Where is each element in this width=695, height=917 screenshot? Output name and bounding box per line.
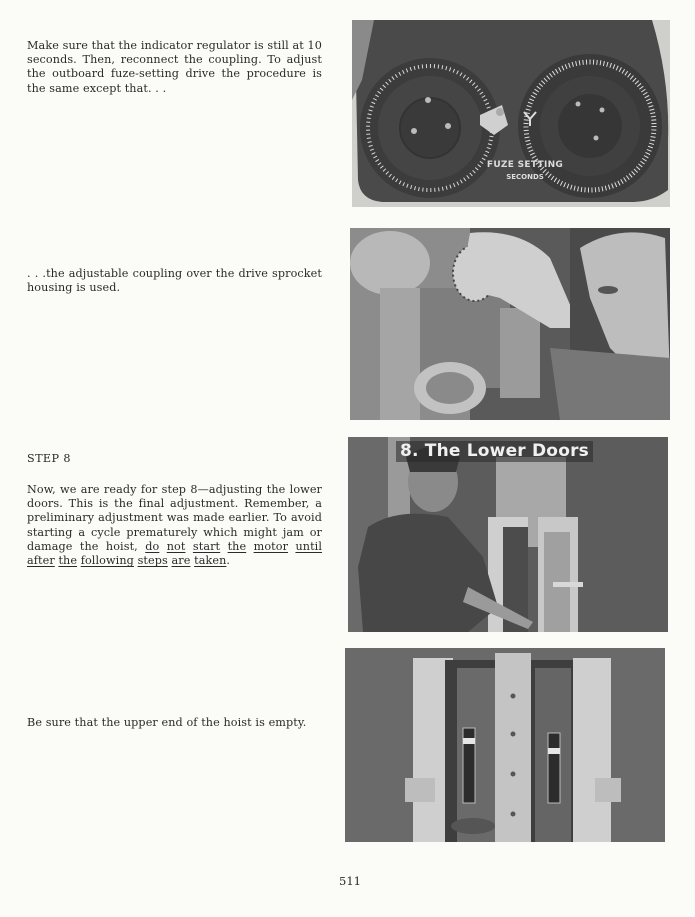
step-8-text: Now, we are ready for step 8—adjusting the lower doors. This is the final adjustment. Remember, a preliminary adjustment was made earlier. To avoid starting a cycle prematurely which might jam or damage the hoist,: [27, 483, 322, 553]
underline-word: until: [295, 539, 323, 553]
underline-word: motor: [253, 539, 289, 553]
paragraph-hoist-empty: Be sure that the upper end of the hoist is empty.: [27, 716, 307, 729]
underline-word: steps: [137, 554, 168, 568]
coupling-adjustment-illustration: [350, 228, 670, 420]
underline-word: the: [227, 539, 247, 553]
lower-doors-illustration: [348, 437, 668, 632]
underline-word: start: [192, 539, 221, 553]
paragraph-step-8: [27, 483, 322, 568]
step-heading: STEP 8: [27, 452, 71, 465]
underline-word: the: [58, 554, 78, 568]
paragraph-indicator-regulator: Make sure that the indicator regulator is still at 10 seconds. Then, reconnect the coupling. To adjust the outboard fuze-setting drive the procedure is the same except that. . .: [27, 39, 322, 95]
underline-word: following: [80, 554, 134, 568]
page-number: 511: [339, 874, 361, 888]
paragraph-adjustable-coupling: . . .the adjustable coupling over the drive sprocket housing is used.: [27, 267, 322, 295]
photo-lower-doors: [348, 437, 668, 632]
photo-adjusting-coupling: [350, 228, 670, 420]
underline-word: do: [145, 539, 160, 553]
seconds-label: SECONDS: [506, 173, 544, 181]
photo-hoist-upper-end: [345, 648, 665, 842]
hoist-illustration: [345, 648, 665, 842]
underline-word: after: [27, 554, 55, 568]
fuze-setting-label: FUZE SETTING: [486, 160, 564, 170]
photo-caption-lower-doors: 8. The Lower Doors: [396, 441, 593, 462]
underline-word: are: [171, 554, 191, 568]
underline-word: not: [166, 539, 186, 553]
step-8-period: .: [226, 554, 231, 568]
underline-word: taken: [194, 554, 227, 568]
photo-fuze-setting-dials: [352, 20, 670, 207]
